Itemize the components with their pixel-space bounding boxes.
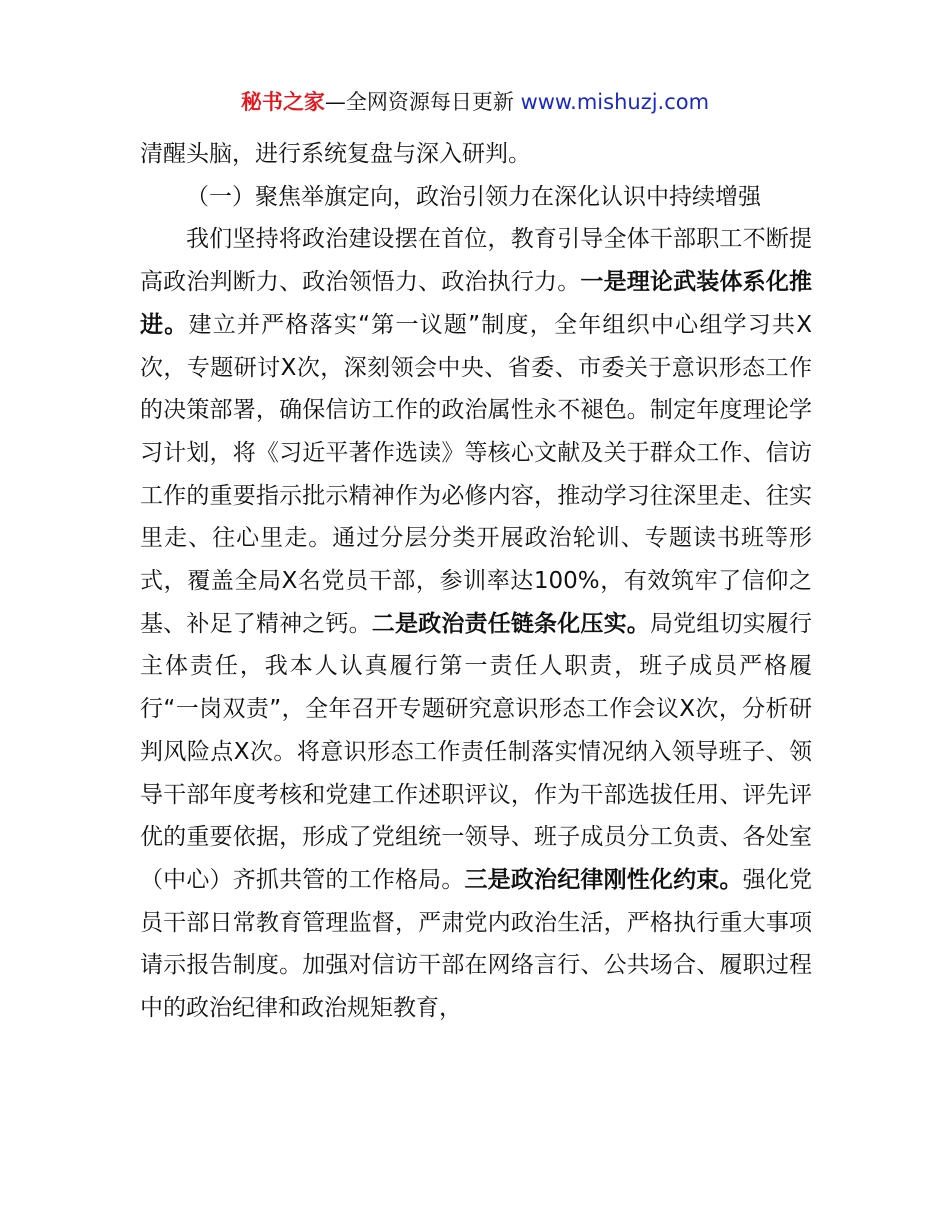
page-header <box>0 86 950 118</box>
point-2-text: 局党组切实履行主体责任，我本人认真履行第一责任人职责，班子成员严格履行“一岗双责”，全年召开专题研究意识形态工作会议X次，分析研判风险点X次。将意识形态工作责任制落实情况纳入领导班子、领导干部年度考核和党建工作述职评议，作为干部选拔任用、评先评优的重要依据，形成了党组统一领导、班子成员分工负责、各处室（中心）齐抓共管的工作格局。 <box>140 610 813 893</box>
point-1-title: 一是理论武装体系化推进。 <box>140 269 813 338</box>
document-body <box>140 133 812 1030</box>
point-2-title: 二是政治责任链条化压实。 <box>371 610 650 637</box>
site-brand: 秘书之家 <box>240 90 325 114</box>
point-3-text: 强化党员干部日常教育管理监督，严肃党内政治生活，严格执行重大事项请示报告制度。加强对信访干部在网络言行、公共场合、履职过程中的政治纪律和政治规矩教育， <box>140 866 813 1022</box>
main-paragraph <box>140 218 812 1029</box>
site-tagline: —全网资源每日更新 <box>324 90 514 114</box>
point-3-title: 三是政治纪律刚性化约束。 <box>464 866 743 893</box>
section-heading: （一）聚焦举旗定向，政治引领力在深化认识中持续增强 <box>186 183 761 210</box>
continuation-line: 清醒头脑，进行系统复盘与深入研判。 <box>140 141 531 167</box>
site-url-link[interactable]: www.mishuzj.com <box>520 90 710 114</box>
point-1-text: 建立并严格落实“第一议题”制度，全年组织中心组学习共X次，专题研讨X次，深刻领会中央、省委、市委关于意识形态工作的决策部署，确保信访工作的政治属性永不褪色。制定年度理论学习计划，将《习近平著作选读》等核心文献及关于群众工作、信访工作的重要指示批示精神作为必修内容，推动学习往深里走、往实里走、往心里走。通过分层分类开展政治轮训、专题读书班等形式，覆盖全局X名党员干部，参训率达100%，有效筑牢了信仰之基、补足了精神之钙。 <box>140 311 813 637</box>
paragraph-intro: 我们坚持将政治建设摆在首位，教育引导全体干部职工不断提高政治判断力、政治领悟力、政治执行力。 <box>140 226 812 296</box>
